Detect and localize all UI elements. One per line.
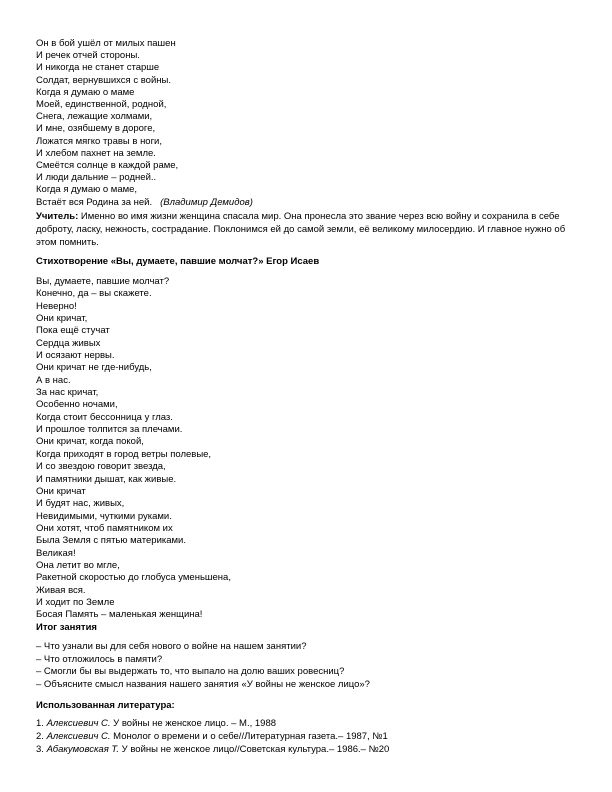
poem-isaev-title: Стихотворение «Вы, думаете, павшие молчат?» Егор Исаев <box>36 256 320 267</box>
literature-item <box>36 718 389 731</box>
poem-line: Смеётся солнце в каждой раме, <box>36 160 179 172</box>
poem-line: Они хотят, чтоб памятником их <box>36 522 173 534</box>
poem-line: За нас кричат, <box>36 387 99 399</box>
poem-line: Она летит во мгле, <box>36 559 120 571</box>
poem-line: Невидимыми, чуткими руками. <box>36 510 172 522</box>
literature-list <box>36 718 389 756</box>
poem-line: Особенно ночами, <box>36 399 118 411</box>
poem-line: И мне, озябшему в дороге, <box>36 123 156 135</box>
poem-line: И никогда не станет старше <box>36 62 160 74</box>
poem-line: Солдат, вернувшихся с войны. <box>36 74 171 86</box>
literature-number: 3. <box>36 743 47 755</box>
poem-line: Неверно! <box>36 300 77 312</box>
poem-line-text: Встаёт вся Родина за ней. <box>36 196 153 208</box>
poem-line: И речек отчей стороны. <box>36 50 140 62</box>
literature-number: 1. <box>36 718 47 729</box>
poem-author: (Владимир Демидов) <box>160 196 253 208</box>
poem-line: А в нас. <box>36 374 71 386</box>
question-item: – Что узнали вы для себя нового о войне на нашем занятии? <box>36 641 307 652</box>
poem-line: Они кричат не где-нибудь, <box>36 362 152 374</box>
poem-line: Моей, единственной, родной, <box>36 99 167 111</box>
poem-line: Пока ещё стучат <box>36 325 110 337</box>
question-item: – Что отложилось в памяти? <box>36 653 163 665</box>
poem-line: Он в бой ушёл от милых пашен <box>36 38 176 49</box>
poem-demidov <box>36 38 253 209</box>
poem-line: Ракетной скоростью до глобуса уменьшена, <box>36 572 231 584</box>
question-item: – Смогли бы вы выдержать то, что выпало на долю ваших ровесниц? <box>36 666 345 678</box>
literature-text: Монолог о времени и о себе//Литературная газета.– 1987, №1 <box>110 730 388 742</box>
question-item: – Объясните смысл названия нашего занятия «У войны не женское лицо»? <box>36 678 370 690</box>
poem-line: Когда я думаю о маме <box>36 86 135 98</box>
poem-line: И будят нас, живых, <box>36 498 125 510</box>
literature-number: 2. <box>36 730 47 742</box>
poem-line: Была Земля с пятью материками. <box>36 535 187 547</box>
poem-line: Когда приходят в город ветры полевые, <box>36 448 212 460</box>
poem-line: Снега, лежащие холмами, <box>36 111 153 123</box>
poem-isaev <box>36 276 231 622</box>
literature-text: У войны не женское лицо. – М., 1988 <box>110 718 277 729</box>
literature-author: Алексиевич С. <box>46 730 111 742</box>
poem-line: И памятники дышат, как живые. <box>36 473 177 485</box>
literature-author: Алексиевич С. <box>46 718 111 729</box>
poem-line: Босая Память – маленькая женщина! <box>36 609 203 621</box>
poem-line: Они кричат, когда покой, <box>36 436 144 448</box>
poem-line: И хлебом пахнет на земле. <box>36 147 156 159</box>
poem-line: Когда стоит бессонница у глаз. <box>36 411 173 423</box>
poem-line: Когда я думаю о маме, <box>36 184 138 196</box>
poem-line: Конечно, да – вы скажете. <box>36 288 152 300</box>
poem-line: Они кричат <box>36 485 86 497</box>
poem-line: И осязают нервы. <box>36 350 115 362</box>
teacher-remark <box>36 211 576 249</box>
summary-questions <box>36 641 370 691</box>
poem-line: И со звездою говорит звезда, <box>36 461 166 473</box>
poem-line: И ходит по Земле <box>36 596 115 608</box>
literature-title: Использованная литература: <box>36 700 175 711</box>
literature-author: Абакумовская Т. <box>46 743 120 755</box>
teacher-label: Учитель: <box>36 211 79 222</box>
teacher-text: Именно во имя жизни женщина спасала мир. Она пронесла это звание через всю войну и сохранила в себе доброту, ласку, нежность, сострадание. Поклонимся ей до самой земли, её великому милосердию. И главное нужно об этом помнить. <box>36 211 566 248</box>
poem-line: Ложатся мягко травы в ноги, <box>36 135 163 147</box>
literature-text: У войны не женское лицо//Советская культура.– 1986.– №20 <box>119 743 390 755</box>
poem-line: И прошлое толпится за плечами. <box>36 424 183 436</box>
literature-item <box>36 744 389 757</box>
poem-line: Живая вся. <box>36 584 86 596</box>
poem-line: Вы, думаете, павшие молчат? <box>36 276 170 287</box>
poem-last-line <box>36 197 253 209</box>
poem-line: Великая! <box>36 547 76 559</box>
poem-line: Сердца живых <box>36 337 101 349</box>
literature-item <box>36 731 389 744</box>
poem-line: И люди дальние – родней.. <box>36 172 157 184</box>
summary-title: Итог занятия <box>36 622 97 633</box>
poem-line: Они кричат, <box>36 313 88 325</box>
